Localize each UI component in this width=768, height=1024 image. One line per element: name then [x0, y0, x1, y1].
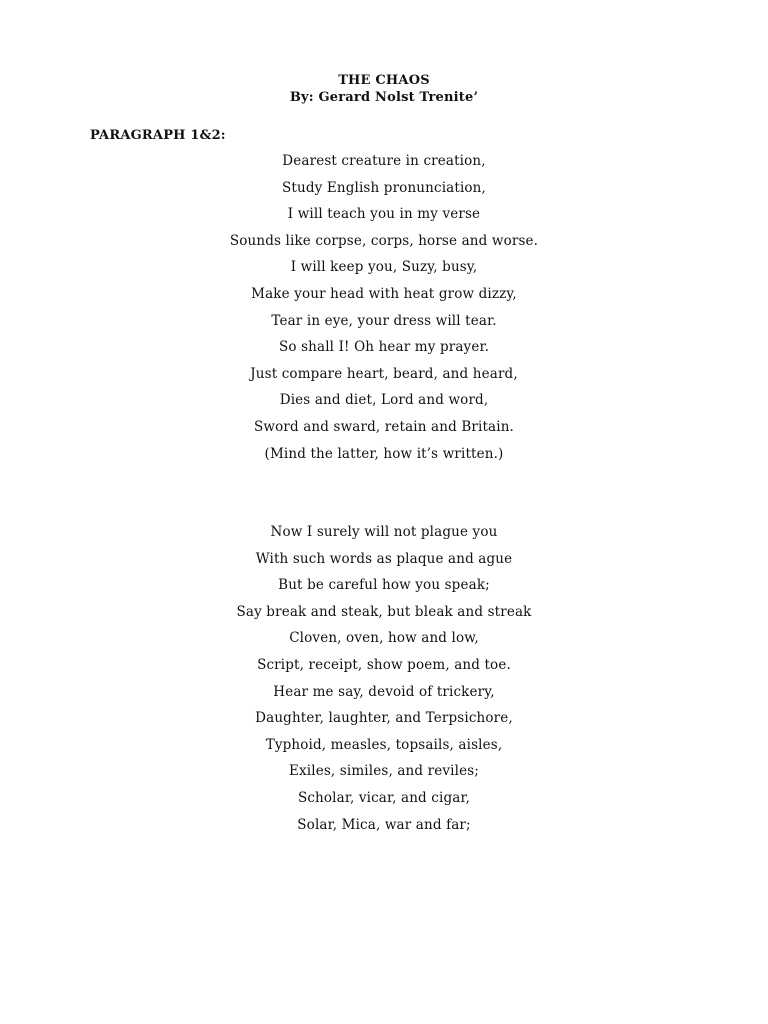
verse-line: Daughter, laughter, and Terpsichore, [255, 710, 513, 727]
verse-line: Dearest creature in creation, [282, 153, 486, 169]
verse-line: Typhoid, measles, topsails, aisles, [265, 736, 503, 753]
verse-line: I will teach you in my verse [287, 206, 481, 223]
stanza-1 [0, 151, 768, 470]
verse-line: (Mind the latter, how it’s written.) [264, 445, 504, 462]
verse-line: Tear in eye, your dress will tear. [271, 312, 497, 329]
verse-line: Exiles, similes, and reviles; [289, 763, 479, 780]
verse-line: Scholar, vicar, and cigar, [297, 789, 471, 806]
stanza-2 [0, 522, 768, 841]
verse-line: I will keep you, Suzy, busy, [290, 259, 478, 276]
title-block [0, 72, 768, 106]
verse-line: Dies and diet, Lord and word, [279, 392, 489, 409]
verse-line: So shall I! Oh hear my prayer. [278, 339, 490, 356]
poem-byline: By: Gerard Nolst Trenite’ [289, 90, 479, 105]
verse-line: Just compare heart, beard, and heard, [250, 365, 518, 382]
verse-line: Solar, Mica, war and far; [297, 816, 471, 833]
verse-line: Sounds like corpse, corps, horse and worse. [229, 232, 539, 249]
verse-line: Say break and steak, but bleak and streak [236, 603, 532, 620]
verse-line: Cloven, oven, how and low, [289, 630, 479, 647]
verse-line: Now I surely will not plague you [270, 524, 498, 540]
verse-line: But be careful how you speak; [278, 577, 490, 594]
verse-line: Sword and sward, retain and Britain. [254, 418, 514, 435]
section-label: PARAGRAPH 1&2: [90, 128, 226, 143]
verse-line: Study English pronunciation, [282, 179, 486, 196]
verse-line: Hear me say, devoid of trickery, [273, 683, 495, 700]
verse-line: With such words as plaque and ague [255, 550, 513, 567]
poem-title: THE CHAOS [338, 73, 430, 88]
verse-line: Script, receipt, show poem, and toe. [257, 656, 511, 673]
verse-line: Make your head with heat grow dizzy, [251, 285, 517, 302]
